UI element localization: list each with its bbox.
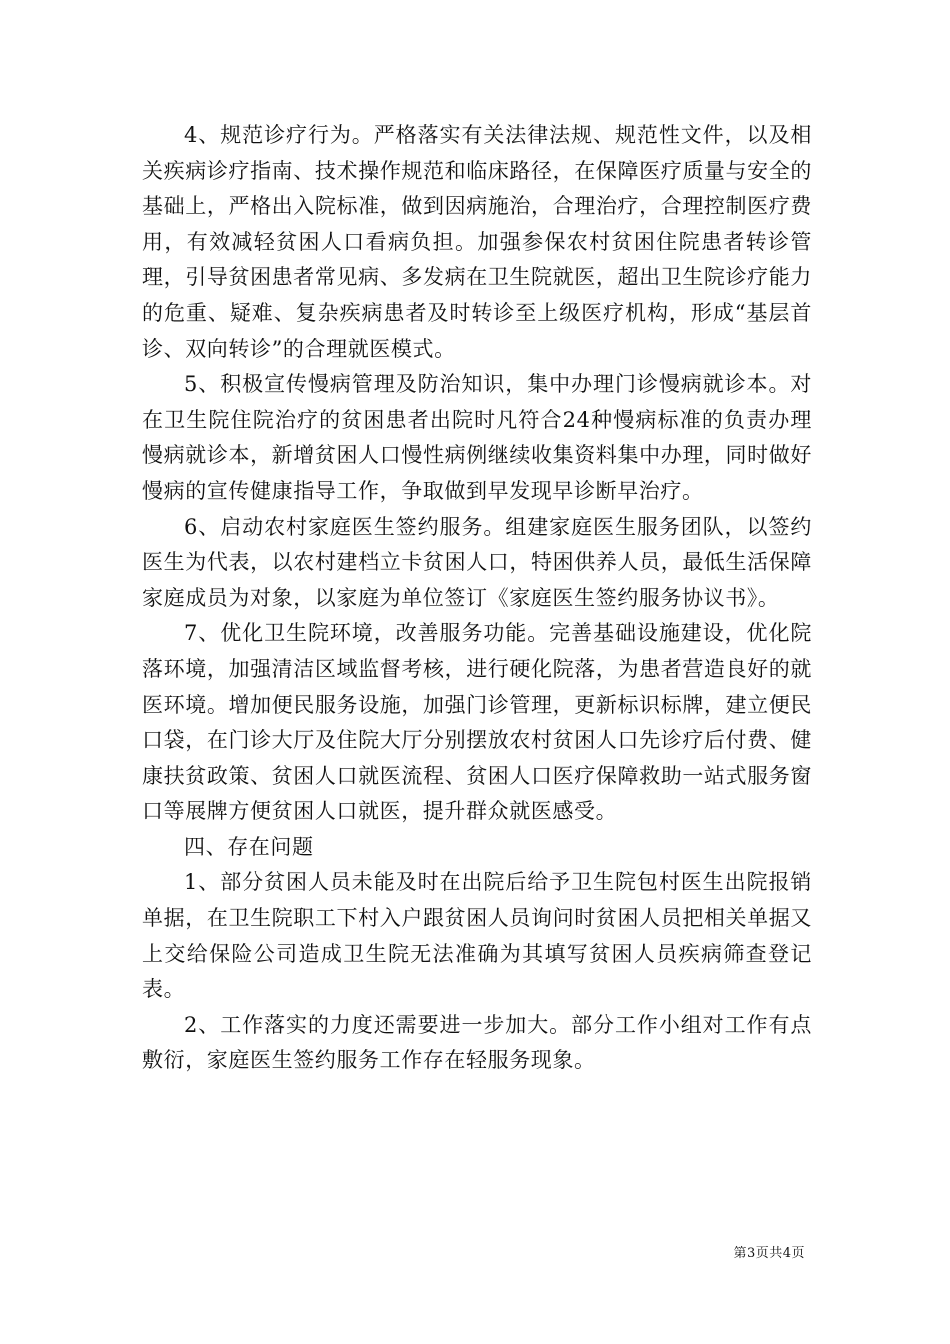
paragraph-problem-2: 2、工作落实的力度还需要进一步加大。部分工作小组对工作有点敷衍，家庭医生签约服务工作存在轻服务现象。 <box>142 1012 812 1073</box>
paragraph-problem-1: 1、部分贫困人员未能及时在出院后给予卫生院包村医生出院报销单据，在卫生院职工下村入户跟贫困人员询问时贫困人员把相关单据又上交给保险公司造成卫生院无法准确为其填写贫困人员疾病筛查登记表。 <box>142 870 812 1002</box>
paragraph-chronic-disease-publicity: 5、积极宣传慢病管理及防治知识，集中办理门诊慢病就诊本。对在卫生院住院治疗的贫困患者出院时凡符合24种慢病标准的负责办理慢病就诊本，新增贫困人口慢性病例继续收集资料集中办理，同时做好慢病的宣传健康指导工作，争取做到早发现早诊断早治疗。 <box>142 372 812 503</box>
paragraph-standardize-treatment: 4、规范诊疗行为。严格落实有关法律法规、规范性文件，以及相关疾病诊疗指南、技术操作规范和临床路径，在保障医疗质量与安全的基础上，严格出入院标准，做到因病施治，合理治疗，合理控制医疗费用，有效减轻贫困人口看病负担。加强参保农村贫困住院患者转诊管理，引导贫困患者常见病、多发病在卫生院就医，超出卫生院诊疗能力的危重、疑难、复杂疾病患者及时转诊至上级医疗机构，形成“基层首诊、双向转诊”的合理就医模式。 <box>142 123 812 361</box>
paragraph-optimize-environment: 7、优化卫生院环境，改善服务功能。完善基础设施建设，优化院落环境，加强清洁区域监督考核，进行硬化院落，为患者营造良好的就医环境。增加便民服务设施，加强门诊管理，更新标识标牌，建立便民口袋，在门诊大厅及住院大厅分别摆放农村贫困人口先诊疗后付费、健康扶贫政策、贫困人口就医流程、贫困人口医疗保障救助一站式服务窗口等展牌方便贫困人口就医，提升群众就医感受。 <box>142 621 812 824</box>
document-body <box>142 118 812 1079</box>
page-number: 第3页共4页 <box>733 1246 805 1261</box>
paragraph-family-doctor-signing: 6、启动农村家庭医生签约服务。组建家庭医生服务团队，以签约医生为代表，以农村建档立卡贫困人口，特困供养人员，最低生活保障家庭成员为对象，以家庭为单位签订《家庭医生签约服务协议书》。 <box>142 514 812 610</box>
section-heading-existing-problems: 四、存在问题 <box>184 834 314 859</box>
